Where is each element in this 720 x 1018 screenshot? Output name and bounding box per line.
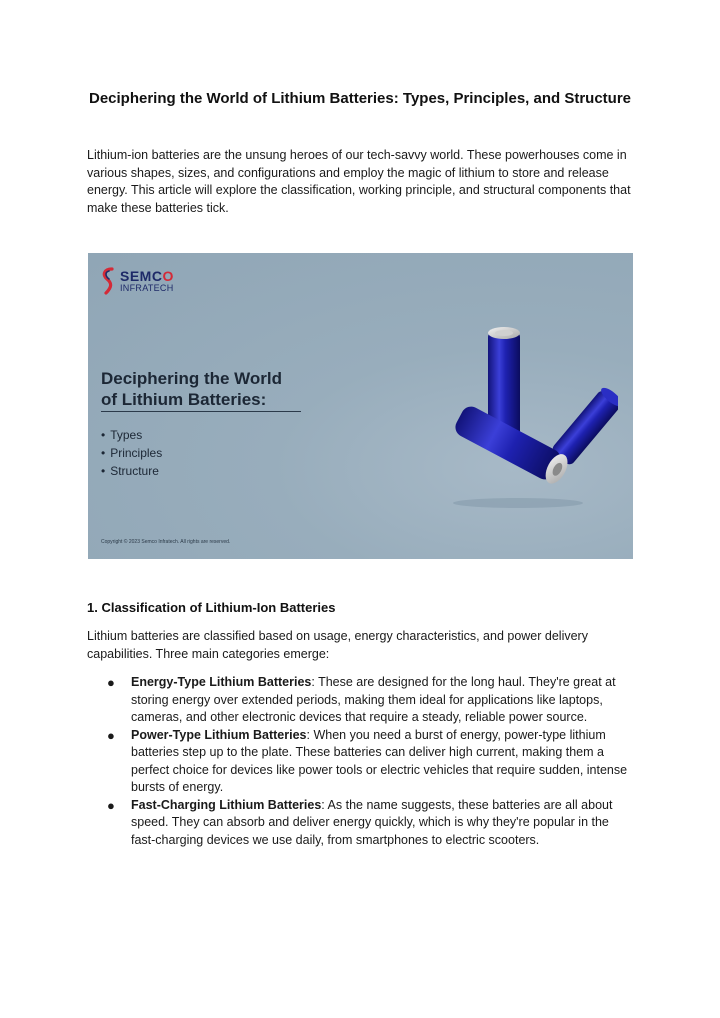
list-item bbox=[87, 674, 635, 727]
list-item-term: Fast-Charging Lithium Batteries bbox=[131, 797, 322, 812]
list-item-text: : As the name suggests, these batteries are all about speed. They can absorb and deliver energy quickly, which is why they're popular in the fast-charging devices we use daily, from smartphones to electric scooters. bbox=[131, 797, 613, 847]
intro-paragraph: Lithium-ion batteries are the unsung heroes of our tech-savvy world. These powerhouses come in various shapes, sizes, and configurations and employ the magic of lithium to store and release energy. This article will explore the classification, working principle, and structural components that make these batteries tick. bbox=[87, 148, 631, 215]
banner-topic-item: • Principles bbox=[101, 444, 162, 462]
bullet-icon: ● bbox=[107, 797, 115, 813]
lithium-batteries-illustration bbox=[448, 313, 618, 513]
section-heading: 1. Classification of Lithium-Ion Batteries bbox=[87, 600, 336, 615]
list-item-term: Energy-Type Lithium Batteries bbox=[131, 675, 312, 689]
list-item-text: : These are designed for the long haul. They're great at storing energy over extended periods, making them ideal for applications like laptops, cameras, and other electronic devices that require a steady, reliable power source. bbox=[131, 675, 616, 724]
banner-divider bbox=[101, 411, 301, 412]
list-item bbox=[87, 797, 635, 850]
list-item bbox=[87, 727, 635, 797]
semco-logo bbox=[100, 267, 174, 295]
list-item-term: Power-Type Lithium Batteries bbox=[131, 727, 307, 742]
banner-heading: Deciphering the World of Lithium Batteries: bbox=[101, 369, 283, 409]
banner-topic-list bbox=[101, 426, 162, 480]
bullet-icon: ● bbox=[107, 727, 115, 743]
logo-wordmark: SEMCO bbox=[120, 268, 174, 284]
banner-topic-item: • Structure bbox=[101, 462, 162, 480]
document-title: Deciphering the World of Lithium Batteries: Types, Principles, and Structure bbox=[88, 90, 632, 107]
bullet-icon: ● bbox=[107, 675, 115, 690]
section-paragraph: Lithium batteries are classified based on usage, energy characteristics, and power delivery capabilities. Three main categories emerge: bbox=[87, 629, 588, 661]
semco-s-mark-icon bbox=[100, 267, 116, 295]
hero-banner-image bbox=[88, 253, 633, 559]
logo-subtitle: INFRATECH bbox=[120, 283, 174, 293]
classification-list bbox=[87, 674, 635, 849]
banner-copyright: Copyright © 2023 Semco Infratech. All rights are reserved. bbox=[101, 539, 231, 545]
list-item-text: : When you need a burst of energy, power-type lithium batteries step up to the plate. These batteries can deliver high current, making them a perfect choice for devices like power tools or electric vehicles that require sudden, intense bursts of energy. bbox=[131, 727, 628, 794]
banner-topic-item: • Types bbox=[101, 426, 162, 444]
